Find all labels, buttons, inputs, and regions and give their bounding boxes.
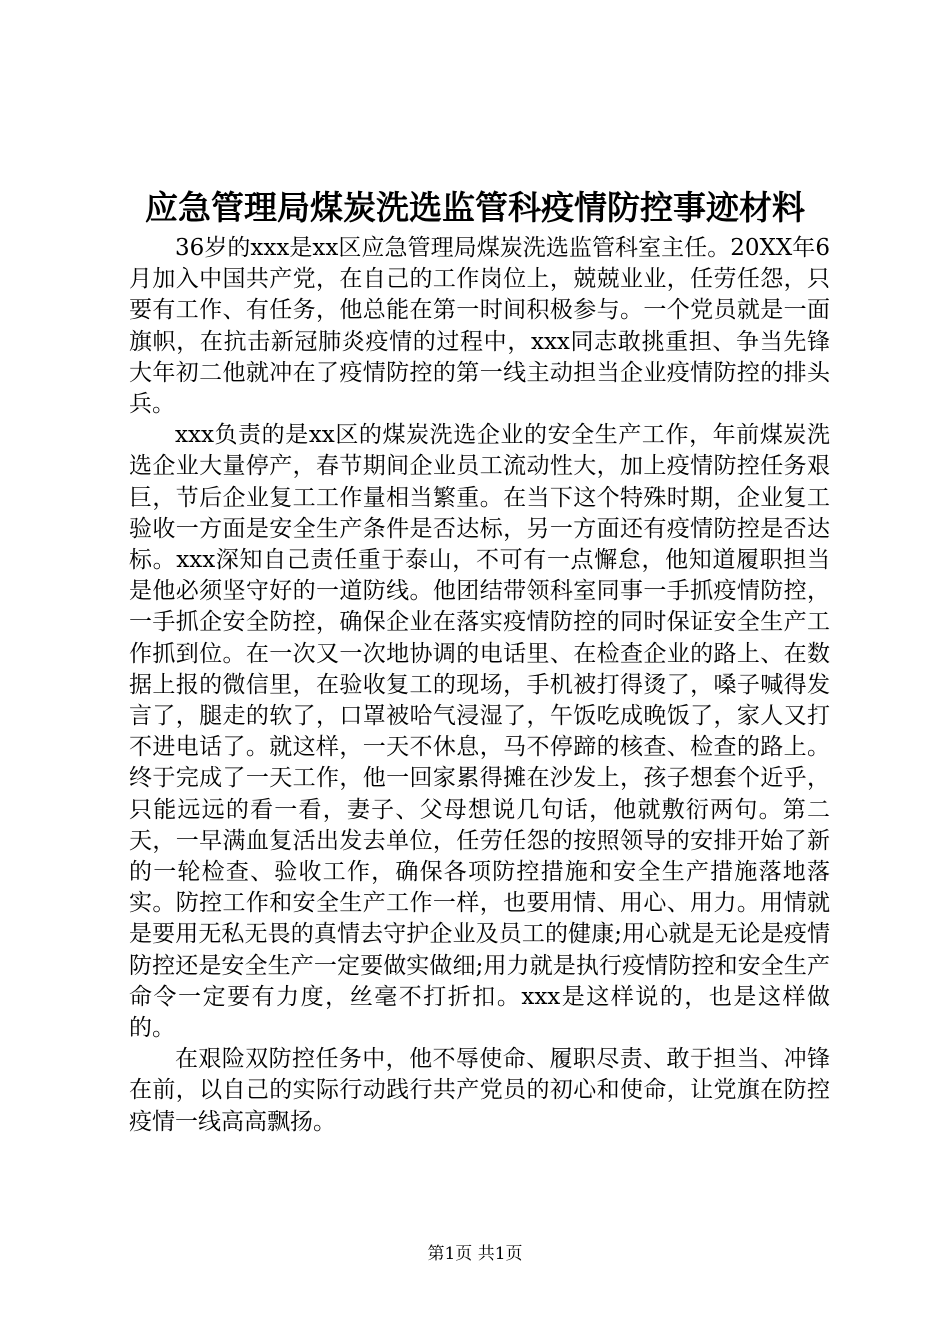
document-body xyxy=(129,233,830,1138)
paragraph-2: xxx负责的是xx区的煤炭洗选企业的安全生产工作，年前煤炭洗选企业大量停产，春节期间企业员工流动性大，加上疫情防控任务艰巨，节后企业复工工作量相当繁重。在当下这个特殊时期，企业复工验收一方面是安全生产条件是否达标，另一方面还有疫情防控是否达标。xxx深知自己责任重于泰山，不可有一点懈怠，他知道履职担当是他必须坚守好的一道防线。他团结带领科室同事一手抓疫情防控，一手抓企安全防控，确保企业在落实疫情防控的同时保证安全生产工作抓到位。在一次又一次地协调的电话里、在检查企业的路上、在数据上报的微信里，在验收复工的现场，手机被打得烫了，嗓子喊得发言了，腿走的软了，口罩被哈气浸湿了，午饭吃成晚饭了，家人又打不进电话了。就这样，一天不休息，马不停蹄的核查、检查的路上。终于完成了一天工作，他一回家累得摊在沙发上，孩子想套个近乎，只能远远的看一看，妻子、父母想说几句话，他就敷衍两句。第二天，一早满血复活出发去单位，任劳任怨的按照领导的安排开始了新的一轮检查、验收工作，确保各项防控措施和安全生产措施落地落实。防控工作和安全生产工作一样，也要用情、用心、用力。用情就是要用无私无畏的真情去守护企业及员工的健康;用心就是无论是疫情防控还是安全生产一定要做实做细;用力就是执行疫情防控和安全生产命令一定要有力度，丝毫不打折扣。xxx是这样说的，也是这样做的。 xyxy=(129,422,830,1042)
page-number: 第1页 共1页 xyxy=(427,1244,523,1264)
paragraph-1: 36岁的xxx是xx区应急管理局煤炭洗选监管科室主任。20XX年6月加入中国共产党，在自己的工作岗位上，兢兢业业，任劳任怨，只要有工作、有任务，他总能在第一时间积极参与。一个党员就是一面旗帜，在抗击新冠肺炎疫情的过程中，xxx同志敢挑重担、争当先锋大年初二他就冲在了疫情防控的第一线主动担当企业疫情防控的排头兵。 xyxy=(129,235,830,418)
paragraph-3: 在艰险双防控任务中，他不辱使命、履职尽责、敢于担当、冲锋在前，以自己的实际行动践行共产党员的初心和使命，让党旗在防控疫情一线高高飘扬。 xyxy=(129,1046,830,1135)
document-title: 应急管理局煤炭洗选监管科疫情防控事迹材料 xyxy=(145,188,805,227)
